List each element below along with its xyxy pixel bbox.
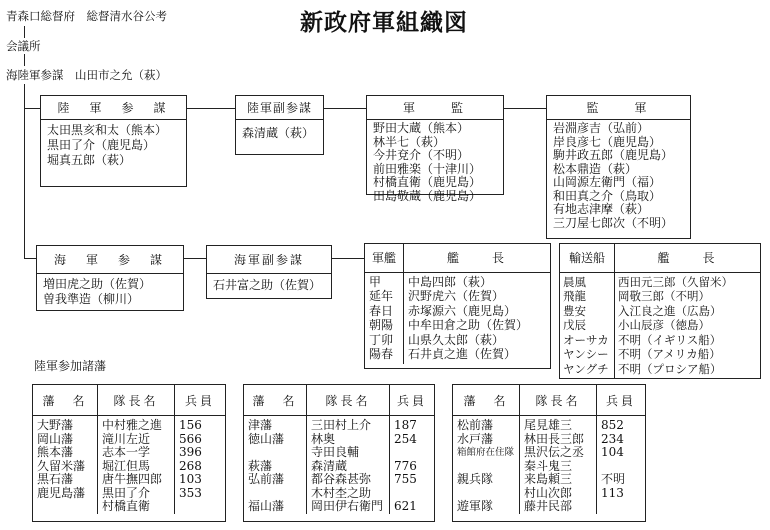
domain-captain: 三田村上介 (311, 418, 372, 432)
army-vice-staff-header: 陸軍副参謀 (236, 96, 323, 120)
domain-captain: 秦斗鬼三 (524, 458, 573, 473)
domain-name: 岡山藩 (37, 431, 74, 446)
kangun-member: 三刀屋七郎次（不明） (553, 215, 674, 230)
transport-captain-col-header: 艦 長 (615, 244, 761, 272)
transport-captain: 不明（イギリス船） (618, 332, 722, 347)
connector-line (24, 258, 36, 259)
domain-troops: 234 (601, 431, 624, 446)
domain-captain: 黒沢伝之丞 (524, 445, 585, 459)
domain-captain: 来島頼三 (524, 472, 573, 486)
connector-line (24, 26, 25, 38)
domain-captain: 堀江但馬 (102, 458, 151, 473)
chief-staff-label: 海陸軍参謀 山田市之允（萩） (6, 68, 167, 82)
domain-troops (394, 487, 430, 501)
domain-col-header: 藩 名 (453, 385, 520, 416)
domain-troops: 755 (394, 472, 417, 486)
connector-line (182, 258, 206, 259)
domain-troops: 不明 (601, 472, 626, 486)
domain-name: 松前藩 (457, 418, 494, 432)
transport-name: 豊安 (563, 303, 586, 318)
domain-troops: 104 (601, 445, 624, 459)
domain-troops: 621 (394, 499, 417, 513)
warship-name: 春日 (369, 303, 394, 318)
troops-col-header: 兵員 (597, 385, 646, 416)
domain-name (457, 460, 515, 474)
warship-name: 陽春 (369, 347, 394, 361)
domain-name: 熊本藩 (37, 445, 74, 459)
gunkan-member: 村橋直衛（鹿児島） (373, 175, 482, 189)
kangun-member: 和田真之介（鳥取） (553, 188, 662, 203)
domain-troops: 254 (394, 431, 417, 446)
kangun-member: 山岡源左衛門（福） (553, 175, 662, 189)
domain-name: 親兵隊 (457, 472, 494, 486)
transport-name: 飛龍 (563, 289, 586, 303)
connector-line (24, 108, 40, 109)
domain-captain: 尾見雄三 (524, 418, 573, 432)
domain-name: 水戸藩 (457, 431, 494, 446)
transport-captain: 不明（プロシア船） (618, 361, 722, 376)
domain-name (248, 487, 302, 501)
army-staff-member: 太田黒亥和太（熊本） (47, 123, 168, 137)
captain-col-header: 隊長名 (98, 385, 175, 416)
transport-name: オーサカ (563, 332, 609, 347)
domain-captain: 黒田了介 (102, 485, 151, 500)
navy-vice-staff-member: 石井富之助（佐賀） (213, 278, 322, 292)
transport-captain: 小山辰彦（徳島） (618, 318, 710, 332)
navy-staff-box (36, 245, 184, 311)
domains-section-label: 陸軍参加諸藩 (34, 359, 107, 373)
warship-name: 朝陽 (369, 318, 394, 332)
kangun-member: 岸良彦七（鹿児島） (553, 134, 662, 149)
army-vice-staff-box (235, 95, 324, 155)
domain-captain: 唐牛撫四郎 (102, 472, 163, 486)
domain-troops: 156 (179, 418, 202, 432)
navy-vice-staff-header: 海軍副参謀 (207, 246, 331, 274)
warship-captain: 山県久太郎（萩） (408, 332, 505, 347)
transport-col-header: 輸送船 (560, 244, 615, 272)
council-label: 会議所 (6, 39, 41, 53)
domain-troops: 566 (179, 431, 202, 446)
domain-captain: 林田長三郎 (524, 431, 585, 446)
connector-line (24, 54, 25, 66)
domain-captain: 木村杢之助 (311, 485, 372, 500)
domain-captain: 村山次郎 (524, 485, 573, 500)
domain-name: 津藩 (248, 418, 273, 432)
kangun-header: 監 軍 (547, 96, 690, 120)
transport-name: 晨風 (563, 274, 586, 289)
gunkan-member: 今井兗介（不明） (373, 148, 470, 162)
transport-name: ヤンシー (563, 347, 609, 361)
kangun-member: 駒井政五郎（鹿児島） (553, 148, 674, 162)
domain-name (457, 487, 515, 501)
domain-table-1 (32, 384, 226, 522)
domain-name: 鹿児島藩 (37, 485, 86, 500)
domain-captain: 寺田良輔 (311, 445, 360, 459)
domain-name: 弘前藩 (248, 472, 285, 486)
domain-name (37, 500, 93, 514)
domain-troops (601, 460, 641, 474)
domain-troops: 113 (601, 485, 624, 500)
domain-table-3 (452, 384, 646, 522)
domain-captain: 岡田伊右衛門 (311, 499, 384, 513)
domain-name: 大野藩 (37, 418, 74, 432)
domain-captain: 藤井民部 (524, 499, 573, 513)
gunkan-member: 田島敬蔵（鹿児島） (373, 188, 482, 203)
gunkan-member: 林半七（萩） (373, 134, 446, 149)
warship-name: 丁卯 (369, 332, 394, 347)
army-staff-member: 堀真五郎（萩） (47, 153, 132, 167)
army-staff-box (40, 95, 187, 187)
warship-name: 延年 (369, 289, 394, 303)
captain-col-header: 艦 長 (404, 244, 551, 272)
domain-troops: 103 (179, 472, 202, 486)
domain-troops (394, 446, 430, 460)
troops-col-header: 兵員 (175, 385, 226, 416)
domain-troops: 353 (179, 485, 202, 500)
domain-name: 久留米藩 (37, 458, 86, 473)
army-staff-header: 陸 軍 参 謀 (41, 96, 186, 120)
transport-captain: 岡敬三郎（不明） (618, 289, 710, 303)
gunkan-header: 軍 監 (367, 96, 503, 120)
connector-line (502, 108, 546, 109)
domain-captain: 志本一学 (102, 445, 151, 459)
warship-captain: 赤塚源六（鹿児島） (408, 303, 517, 318)
army-staff-member: 黒田了介（鹿児島） (47, 138, 156, 152)
domain-troops: 396 (179, 445, 202, 459)
governor-label: 青森口総督府 総督清水谷公考 (6, 9, 167, 23)
warship-captain: 中牟田倉之助（佐賀） (408, 318, 529, 332)
transport-name: 戊辰 (563, 318, 586, 332)
connector-line (24, 84, 25, 259)
transport-captain: 西田元三郎（久留米） (618, 274, 733, 289)
domain-troops: 776 (394, 458, 417, 473)
navy-staff-member: 曽我準造（柳川） (43, 292, 140, 306)
domain-name: 黒石藩 (37, 472, 74, 486)
navy-staff-header: 海 軍 参 謀 (37, 246, 183, 274)
gunkan-member: 野田大蔵（熊本） (373, 121, 470, 135)
domain-captain: 村橋直衛 (102, 499, 151, 513)
domain-troops (601, 500, 641, 514)
domain-name: 箱館府在住隊 (457, 447, 515, 458)
domain-captain: 滝川左近 (102, 431, 151, 446)
kangun-member: 松本鼎造（萩） (553, 161, 638, 176)
connector-line (330, 258, 364, 259)
navy-staff-member: 増田虎之助（佐賀） (43, 277, 152, 291)
transport-table (559, 243, 761, 379)
warship-table (364, 243, 551, 369)
domain-name: 萩藩 (248, 458, 273, 473)
domain-captain: 都谷森甚弥 (311, 472, 372, 486)
army-vice-staff-member: 森清蔵（萩） (242, 126, 315, 140)
kangun-member: 岩淵彦吉（弘前） (553, 121, 650, 135)
domain-table-2 (243, 384, 435, 522)
domain-name: 福山藩 (248, 499, 285, 513)
kangun-box (546, 95, 691, 239)
domain-name: 遊軍隊 (457, 499, 494, 513)
domain-troops: 268 (179, 458, 202, 473)
kangun-member: 有地志津摩（萩） (553, 202, 650, 216)
connector-line (185, 108, 235, 109)
gunkan-box (366, 95, 504, 203)
warship-captain: 石井貞之進（佐賀） (408, 347, 517, 361)
domain-name: 徳山藩 (248, 431, 285, 446)
warship-captain: 沢野虎六（佐賀） (408, 289, 505, 303)
captain-col-header: 隊長名 (520, 385, 597, 416)
transport-captain: 不明（アメリカ船） (618, 347, 721, 361)
domain-captain: 林奥 (311, 431, 336, 446)
captain-col-header: 隊長名 (307, 385, 390, 416)
gunkan-member: 前田雅楽（十津川） (373, 161, 482, 176)
domain-name (248, 446, 302, 460)
page-title: 新政府軍組織図 (300, 10, 468, 36)
navy-vice-staff-box (206, 245, 332, 299)
warship-name: 甲 (369, 274, 382, 289)
transport-captain: 入江良之進（広島） (618, 303, 722, 318)
domain-col-header: 藩 名 (244, 385, 307, 416)
transport-name: ヤングチ (563, 361, 609, 376)
domain-col-header: 藩 名 (33, 385, 98, 416)
domain-troops: 187 (394, 418, 417, 432)
troops-col-header: 兵員 (390, 385, 435, 416)
domain-troops: 852 (601, 418, 624, 432)
domain-captain: 中村雅之進 (102, 418, 163, 432)
connector-line (322, 108, 366, 109)
domain-captain: 森清蔵 (311, 458, 348, 473)
warship-captain: 中島四郎（萩） (408, 274, 493, 289)
warship-col-header: 軍艦 (365, 244, 404, 272)
